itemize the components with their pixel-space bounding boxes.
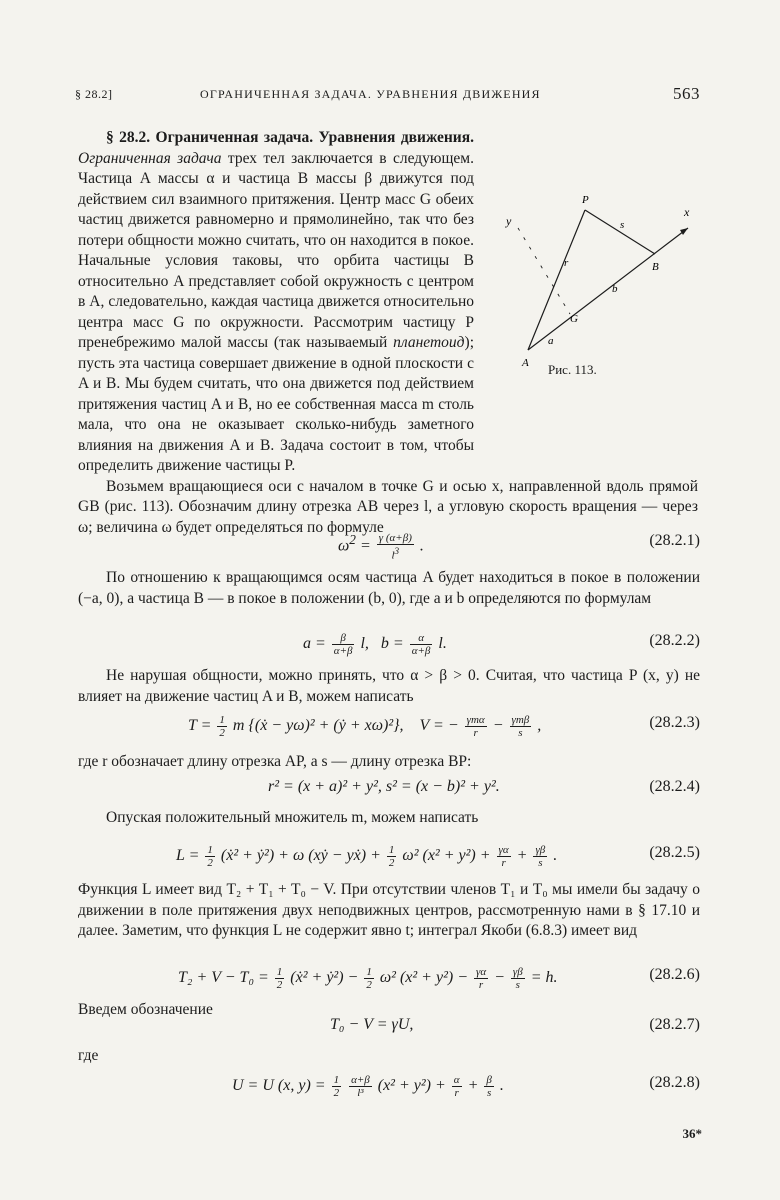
x-axis-line — [528, 228, 688, 350]
paragraph-9-block — [78, 1046, 700, 1067]
equation-number: (28.2.3) — [649, 714, 700, 731]
intro-block — [78, 128, 698, 538]
figure-113 — [488, 188, 703, 436]
paragraph-7: Функция L имеет вид T₂ + T₁ + T₀ − V. При отсутствии членов T₁ и T₀ мы имели бы задачу о движении в поле притяжения двух неподвижных центров, рассмотренную нами в § 17.10 и далее. Заметим, что функция L не содержит явно t; интеграл Якоби (6.8.3) имеет вид — [78, 881, 700, 939]
label-P: P — [582, 194, 589, 206]
paragraph-4: Не нарушая общности, можно принять, что α > β > 0. Считая, что частица P (x, y) не влияет на движение частиц A и B, можем написать — [78, 667, 700, 705]
equation-28-2-5 — [78, 838, 700, 872]
equation-number: (28.2.2) — [649, 632, 700, 649]
label-s: s — [620, 219, 625, 231]
running-head — [75, 84, 700, 106]
paragraph-8: Введем обозначение — [78, 1001, 213, 1018]
paragraph-5-block — [78, 752, 700, 773]
equation-number: (28.2.8) — [649, 1074, 700, 1091]
planetoid-term: планетоид — [393, 334, 465, 351]
equation-number: (28.2.1) — [649, 532, 700, 549]
equation-formula: T₂ + V − T₀ = $\frac{1}{2}$ (ẋ² + ẏ²) − $\frac{1}{2}$ ω² (x² + y²) − $\frac{\gamma\alpha}{r}$ − $\frac{\gamma\beta}{s}$ = h. — [178, 966, 558, 991]
paragraph-2: Возьмем вращающиеся оси с началом в точке G и осью x, направленной вдоль прямой GB (рис. 113). Обозначим длину отрезка AB через l, а угловую скорость вращения — через ω; величина ω будет определяться по формуле — [78, 477, 698, 536]
label-a: a — [548, 335, 554, 347]
paragraph-9: где — [78, 1047, 99, 1064]
paragraph-1-text-a: трех тел заключается в следующем. Частица A массы α и частица B массы β движутся под действием сил взаимного притяжения. Центр масс G обеих частиц движется равномерно и прямолинейно, так что без потери общности можно считать, что он находится в покое. Начальные условия таковы, что орбита частицы B относительно A представляет собой окружность с центром в A, следовательно, каждая частица движется относительно центра масс G по окружности. Рассмотрим частицу P пренебрежимо малой массы (так называемый — [78, 149, 474, 351]
section-heading: § 28.2. Ограниченная задача. Уравнения движения. — [106, 129, 474, 146]
signature-mark: 36* — [682, 1126, 702, 1141]
equation-28-2-1 — [78, 526, 700, 560]
paragraph-3-block — [78, 568, 700, 609]
equation-formula: T₀ − V = γU, — [330, 1016, 414, 1033]
running-head-title: ОГРАНИЧЕННАЯ ЗАДАЧА. УРАВНЕНИЯ ДВИЖЕНИЯ — [200, 87, 541, 101]
page-number: 563 — [673, 84, 700, 103]
equation-formula: r² = (x + a)² + y², s² = (x − b)² + y². — [268, 778, 500, 795]
equation-formula: U = U (x, y) = $\frac{1}{2}$ $\frac{\alpha+\beta}{\text{l³}}$ (x² + y²) + $\frac{\alpha}{r}$ + $\frac{\beta}{s}$ . — [232, 1074, 504, 1099]
equation-28-2-4 — [78, 772, 700, 806]
figure-caption: Рис. 113. — [548, 362, 597, 377]
paragraph-6-block — [78, 808, 700, 829]
paragraph-6: Опуская положительный множитель m, можем написать — [106, 809, 479, 826]
label-b: b — [612, 283, 618, 295]
running-head-section: § 28.2] — [75, 87, 113, 101]
paragraph-5: где r обозначает длину отрезка AP, а s — длину отрезка BP: — [78, 753, 472, 770]
label-B: B — [652, 261, 659, 273]
label-r: r — [564, 257, 569, 269]
equation-28-2-2 — [78, 626, 700, 660]
equation-number: (28.2.5) — [649, 844, 700, 861]
paragraph-1-lead: Ограниченная задача — [78, 149, 222, 167]
equation-number: (28.2.6) — [649, 966, 700, 983]
paragraph-3: По отношению к вращающимся осям частица A будет находиться в покое в положении (−a, 0), а частица B — в покое в положении (b, 0), где a и b определяются по формулам — [78, 569, 700, 607]
paragraph-1-text-b: ); пусть эта частица совершает движение в одной плоскости с A и B. Мы будем считать, что она движется под действием притяжения частиц A и B, но ее собственная масса m столь мала, что она не оказывает сколько-нибудь заметного влияния на движения A и B. Задача состоит в том, чтобы определить движение частицы P. — [78, 334, 474, 474]
label-G: G — [570, 313, 578, 325]
label-x: x — [684, 205, 690, 219]
equation-28-2-8 — [78, 1068, 700, 1102]
paragraph-7-block — [78, 880, 700, 942]
label-A: A — [522, 357, 529, 369]
equation-number: (28.2.4) — [649, 778, 700, 795]
equation-28-2-7 — [78, 1010, 700, 1044]
line-PB — [585, 210, 655, 254]
x-axis-arrow — [680, 228, 688, 235]
equation-formula: $\omega^2$ = $\frac{\gamma (\alpha+\beta)}{l^3}$ . — [338, 532, 424, 562]
equation-28-2-3 — [78, 708, 700, 742]
equation-formula: L = $\frac{1}{2}$ (ẋ² + ẏ²) + ω (xẏ − yẋ) + $\frac{1}{2}$ ω² (x² + y²) + $\frac{\gamma\alpha}{r}$ + $\frac{\gamma\beta}{s}$ . — [176, 844, 558, 869]
y-axis-line — [518, 228, 570, 314]
equation-formula: a = $\frac{\beta}{\alpha+\beta}$ l, b = $\frac{\alpha}{\alpha+\beta}$ l. — [303, 632, 447, 657]
equation-formula: T = $\frac{1}{2}$ m {(ẋ − yω)² + (ẏ + xω)²}, V = − $\frac{\text{γmα}}{r}$ − $\frac{\text{γmβ}}{s}$ , — [188, 714, 542, 739]
label-y: y — [506, 214, 512, 228]
equation-28-2-6 — [78, 960, 700, 994]
paragraph-4-block — [78, 666, 700, 707]
equation-number: (28.2.7) — [649, 1016, 700, 1033]
